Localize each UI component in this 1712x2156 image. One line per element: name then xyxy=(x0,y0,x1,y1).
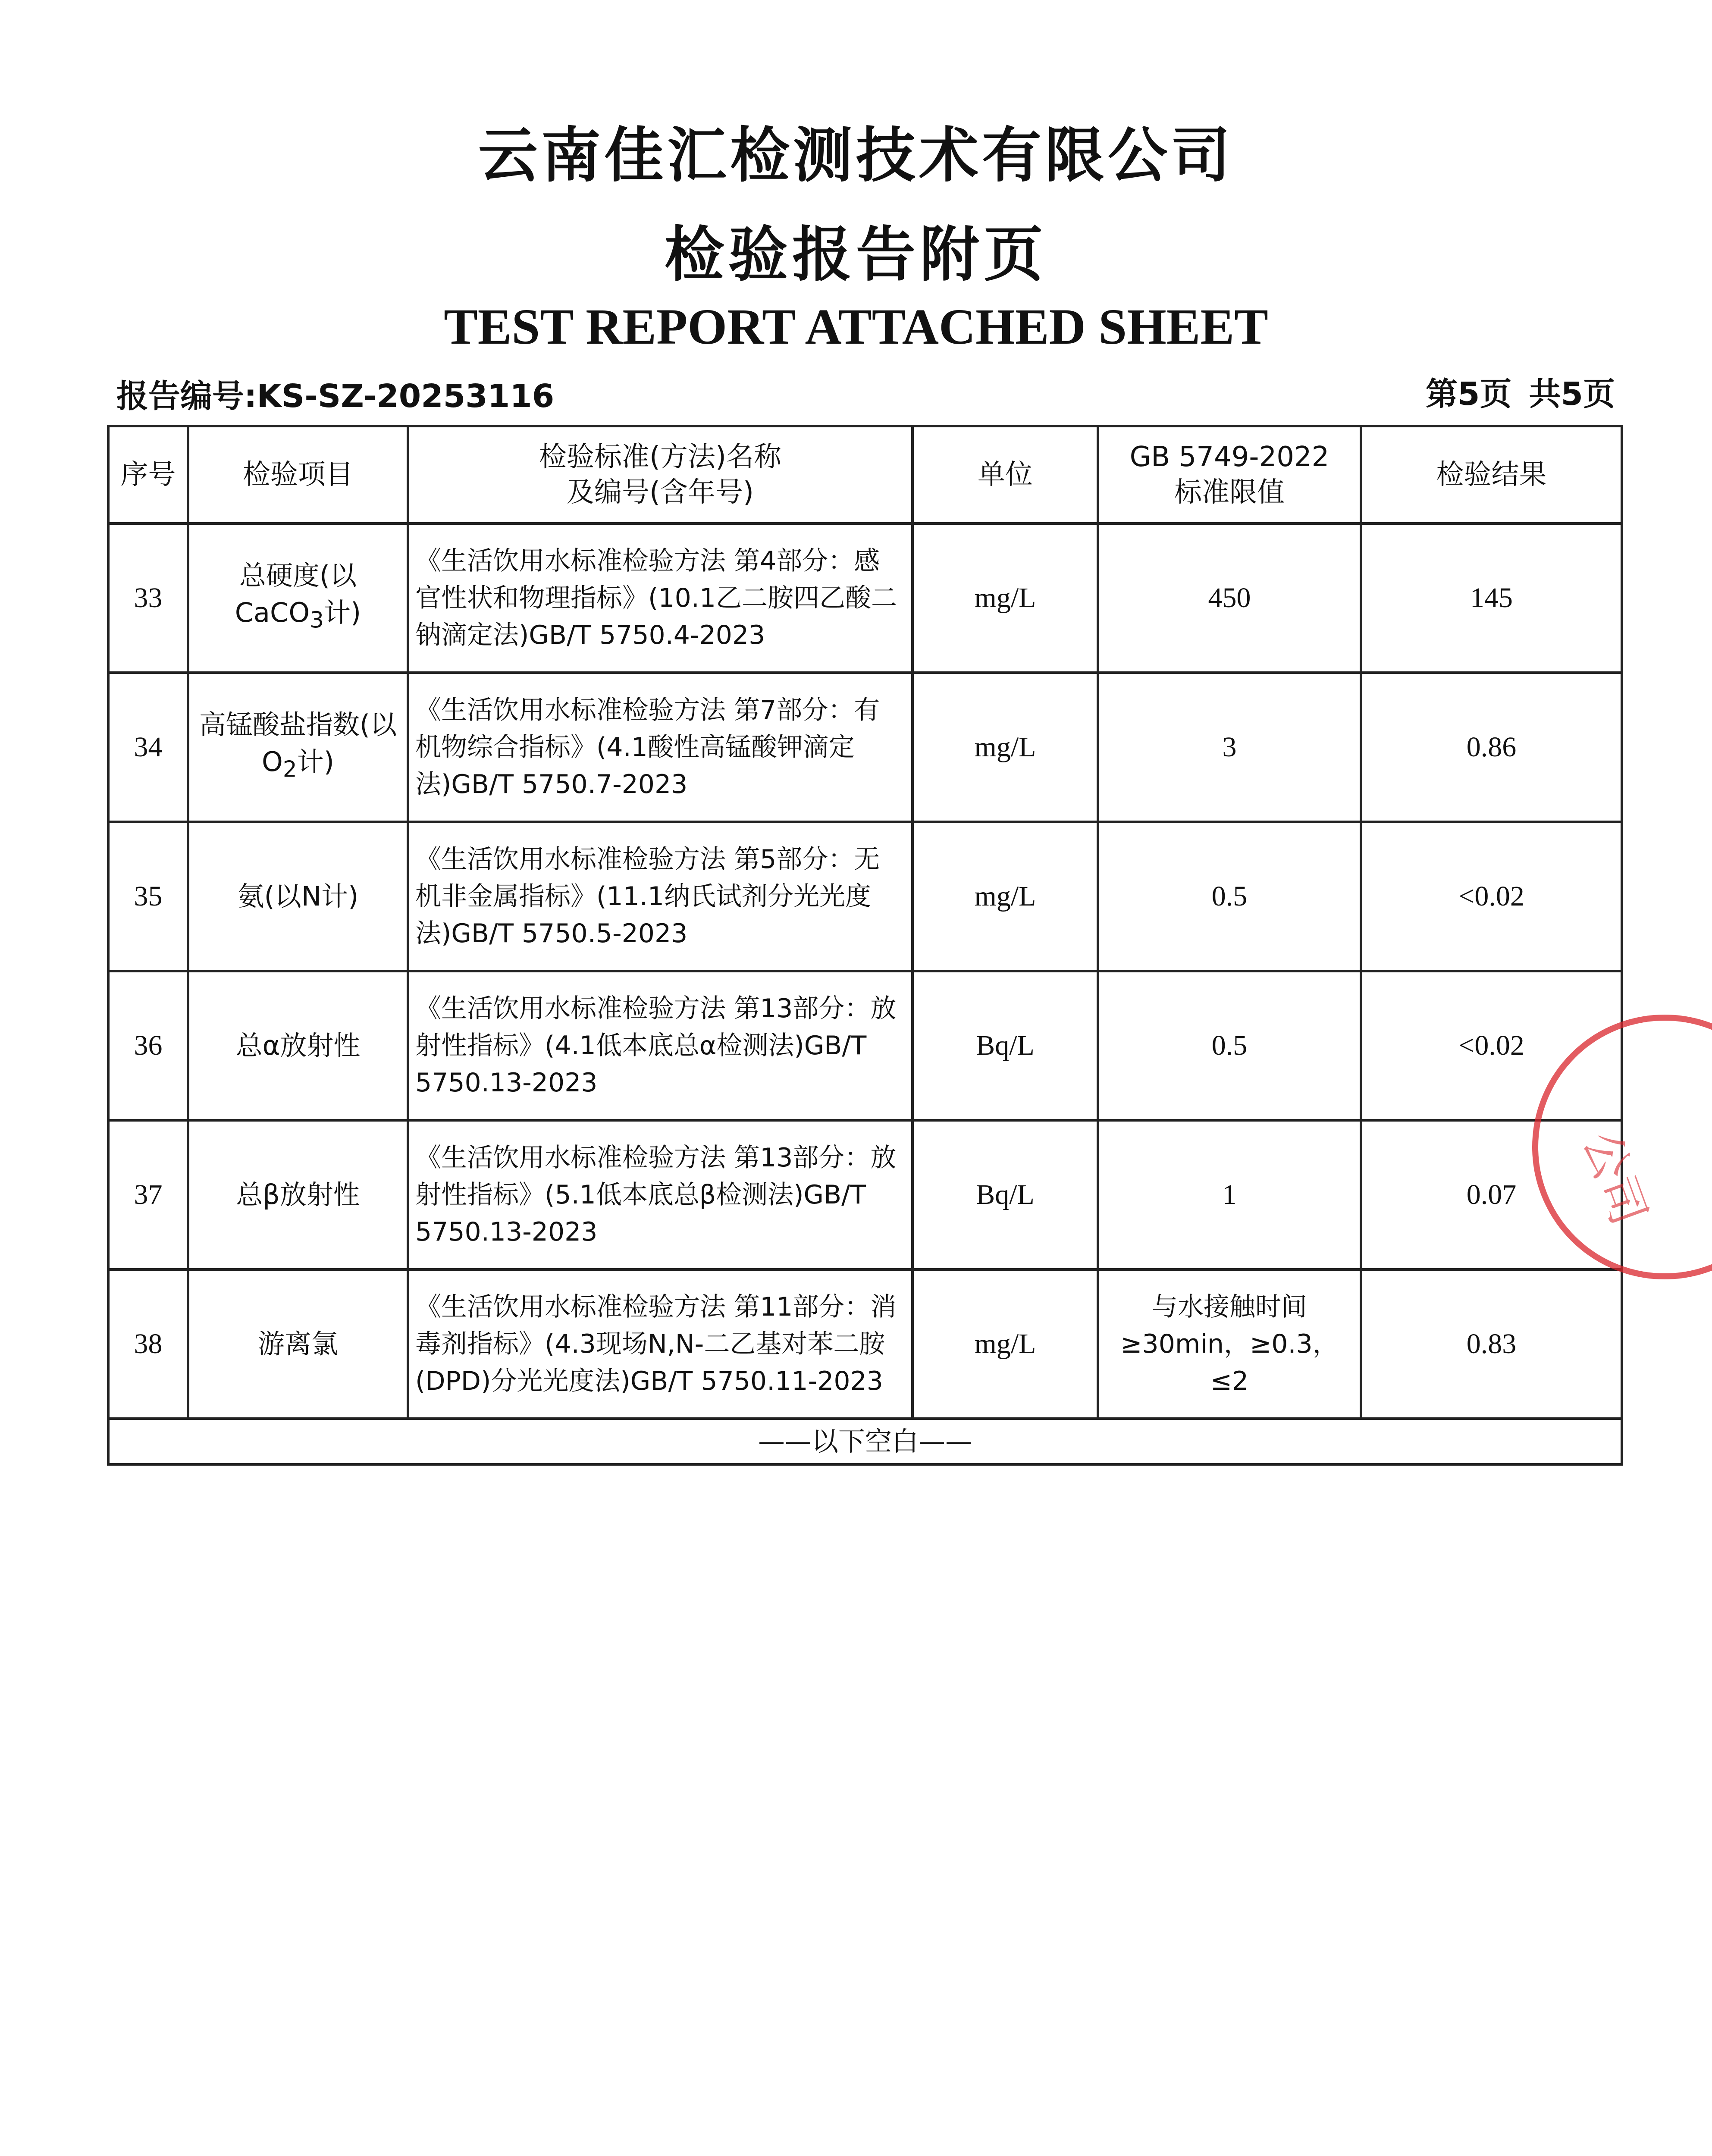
standard-limit: 1 xyxy=(1098,1120,1361,1269)
test-result: 0.07 xyxy=(1361,1120,1622,1269)
col-item-header: 检验项目 xyxy=(188,426,408,523)
table-row xyxy=(108,523,1622,673)
test-standard: 《生活饮用水标准检验方法 第11部分：消毒剂指标》(4.3现场N,N-二乙基对苯二胺(DPD)分光光度法)GB/T 5750.11-2023 xyxy=(408,1269,912,1419)
test-standard: 《生活饮用水标准检验方法 第5部分：无机非金属指标》(11.1纳氏试剂分光光度法)GB/T 5750.5-2023 xyxy=(408,822,912,971)
test-unit: Bq/L xyxy=(912,971,1098,1120)
table-row xyxy=(108,1269,1622,1419)
standard-limit: 0.5 xyxy=(1098,971,1361,1120)
col-standard-header-line2: 及编号(含年号) xyxy=(567,476,754,508)
test-unit: Bq/L xyxy=(912,1120,1098,1269)
test-unit: mg/L xyxy=(912,822,1098,971)
test-item: 总β放射性 xyxy=(188,1120,408,1269)
table-row xyxy=(108,1120,1622,1269)
test-result: 0.86 xyxy=(1361,673,1622,822)
test-result: 0.83 xyxy=(1361,1269,1622,1419)
col-limit-header-line2: 标准限值 xyxy=(1174,476,1285,508)
row-number: 38 xyxy=(108,1269,188,1419)
col-limit-header-line1: GB 5749-2022 xyxy=(1129,441,1329,473)
table-row xyxy=(108,673,1622,822)
test-item-text: 总硬度(以CaCO xyxy=(235,560,357,629)
test-result: <0.02 xyxy=(1361,822,1622,971)
results-table xyxy=(107,425,1623,1466)
company-seal-icon xyxy=(1527,1005,1712,1289)
standard-limit: 0.5 xyxy=(1098,822,1361,971)
row-number: 36 xyxy=(108,971,188,1120)
standard-limit: 450 xyxy=(1098,523,1361,673)
report-title-en: TEST REPORT ATTACHED SHEET xyxy=(444,298,1268,355)
table-row xyxy=(108,822,1622,971)
col-standard-header xyxy=(408,426,912,523)
row-number: 34 xyxy=(108,673,188,822)
col-result-header: 检验结果 xyxy=(1361,426,1622,523)
test-item xyxy=(188,673,408,822)
seal-text: 公司 xyxy=(1573,1124,1657,1232)
total-pages: 共5页 xyxy=(1529,376,1615,413)
test-unit: mg/L xyxy=(912,1269,1098,1419)
test-item-subscript: 3 xyxy=(310,607,324,633)
table-row xyxy=(108,971,1622,1120)
col-standard-header-line1: 检验标准(方法)名称 xyxy=(539,441,781,473)
test-item-text: 高锰酸盐指数(以O xyxy=(199,709,397,778)
standard-limit: 3 xyxy=(1098,673,1361,822)
test-standard: 《生活饮用水标准检验方法 第13部分：放射性指标》(5.1低本底总β检测法)GB/T 5750.13-2023 xyxy=(408,1120,912,1269)
test-result: <0.02 xyxy=(1361,971,1622,1120)
test-standard: 《生活饮用水标准检验方法 第7部分：有机物综合指标》(4.1酸性高锰酸钾滴定法)GB/T 5750.7-2023 xyxy=(408,673,912,822)
test-unit: mg/L xyxy=(912,673,1098,822)
end-note: ——以下空白—— xyxy=(108,1419,1622,1464)
page-number: 第5页 xyxy=(1426,376,1512,413)
test-standard: 《生活饮用水标准检验方法 第13部分：放射性指标》(4.1低本底总α检测法)GB/T 5750.13-2023 xyxy=(408,971,912,1120)
test-item: 游离氯 xyxy=(188,1269,408,1419)
col-no-header: 序号 xyxy=(108,426,188,523)
company-name: 云南佳汇检测技术有限公司 xyxy=(478,121,1234,190)
standard-limit: 与水接触时间≥30min，≥0.3，≤2 xyxy=(1098,1269,1361,1419)
test-item xyxy=(188,523,408,673)
row-number: 33 xyxy=(108,523,188,673)
table-end-row xyxy=(108,1419,1622,1464)
test-unit: mg/L xyxy=(912,523,1098,673)
col-limit-header xyxy=(1098,426,1361,523)
test-item: 氨(以N计) xyxy=(188,822,408,971)
test-item-suffix: 计) xyxy=(324,597,361,629)
page-info xyxy=(1426,369,1615,414)
report-subtitle: 检验报告附页 xyxy=(664,220,1047,289)
col-unit-header: 单位 xyxy=(912,426,1098,523)
test-item-suffix: 计) xyxy=(297,746,334,778)
table-header-row xyxy=(108,426,1622,523)
row-number: 37 xyxy=(108,1120,188,1269)
test-item-subscript: 2 xyxy=(282,756,297,783)
row-number: 35 xyxy=(108,822,188,971)
test-result: 145 xyxy=(1361,523,1622,673)
test-standard: 《生活饮用水标准检验方法 第4部分：感官性状和物理指标》(10.1乙二胺四乙酸二钠滴定法)GB/T 5750.4-2023 xyxy=(408,523,912,673)
test-item: 总α放射性 xyxy=(188,971,408,1120)
report-number: 报告编号:KS-SZ-20253116 xyxy=(116,378,555,415)
